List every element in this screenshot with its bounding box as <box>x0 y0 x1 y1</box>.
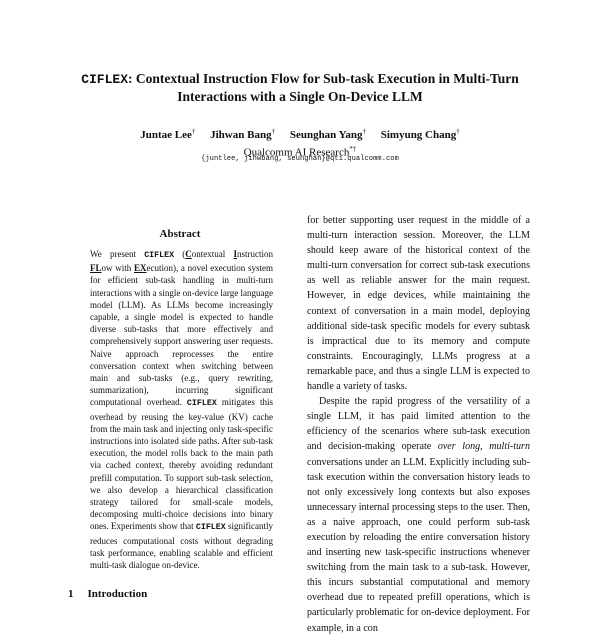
section-heading-introduction: 1 Introduction <box>68 588 148 600</box>
author-emails: {juntlee, jihwbang, seunghan}@qti.qualcomm.com <box>201 155 399 163</box>
abstract-heading: Abstract <box>159 228 201 240</box>
author-3: Seunghan Yang† <box>289 127 366 141</box>
abstract-body: We present CIFLEX (Contextual Instruction FLow with EXecution), a novel execution system for efficient sub-task handling in multi-turn interactions with a single on-device large language model (LLM). As LLMs become increasingly capable, a single model is expected to handle diverse sub-tasks that more effectively and comprehensively support answering user requests. Naive approach reprocesses the entire conversation context when switching between main and sub-tasks (e.g., query rewriting, summarization), incurring significant computational overhead. CIFLEX mitigates this overhead by reusing the key-value (KV) cache from the main task and injecting only task-specific instructions into isolated side paths. After sub-task execution, the model rolls back to the main path via cached context, thereby avoiding redundant prefill computation. To support sub-task selection, we also develop a hierarchical classification strategy tailored for small-scale models, decomposing multi-choice decisions into binary ones. Experiments show that CIFLEX significantly reduces computational costs without degrading task performance, enabling scalable and efficient multi-task dialogue on-device. <box>90 249 274 571</box>
affiliation: Qualcomm AI Research*† <box>243 144 357 159</box>
system-name: CIFLEX <box>81 72 128 87</box>
author-4: Simyung Chang† <box>380 127 460 141</box>
title-line-2: Interactions with a Single On-Device LLM <box>177 89 423 104</box>
author-2: Jihwan Bang† <box>210 127 276 141</box>
title-line-1: : Contextual Instruction Flow for Sub-task Execution in Multi-Turn <box>128 71 519 86</box>
author-1: Juntae Lee† <box>140 127 196 141</box>
right-column-text <box>307 213 530 636</box>
paper-title <box>40 70 560 105</box>
paragraph: Despite the rapid progress of the versatility of a single LLM, it has paid limited attention to the efficiency of the scenarios where sub-task execution and decision-making operate over long, multi-turn conversations under an LLM. Explicitly including sub-task execution within the conversation history leads to not only excessively long contexts but also exposes unnecessary internal processing steps to the user. Then, as a naive approach, one could perform sub-task execution by reloading the entire conversation history and inserting new task-specific instructions whenever switching from the main task to a sub-task. However, this incurs substantial computational and memory overhead due to repeated prefill operations, which is particularly problematic for on-device deployment. For example, in a con <box>307 396 530 634</box>
paragraph: for better supporting user request in the middle of a multi-turn interaction session. Moreover, the LLM should keep aware of the historical context of the multi-turn conversation for correct sub-task executions as well as reliable answer for the main request. However, in edge devices, while maintaining the context of conversation in a main model, deploying additional side-task specific models for every subtask is impractical due to its memory and compute constraints. Encouragingly, LLMs progress at a remarkable pace, and thus a single LLM is expected to handle a variety of tasks. <box>307 215 530 393</box>
